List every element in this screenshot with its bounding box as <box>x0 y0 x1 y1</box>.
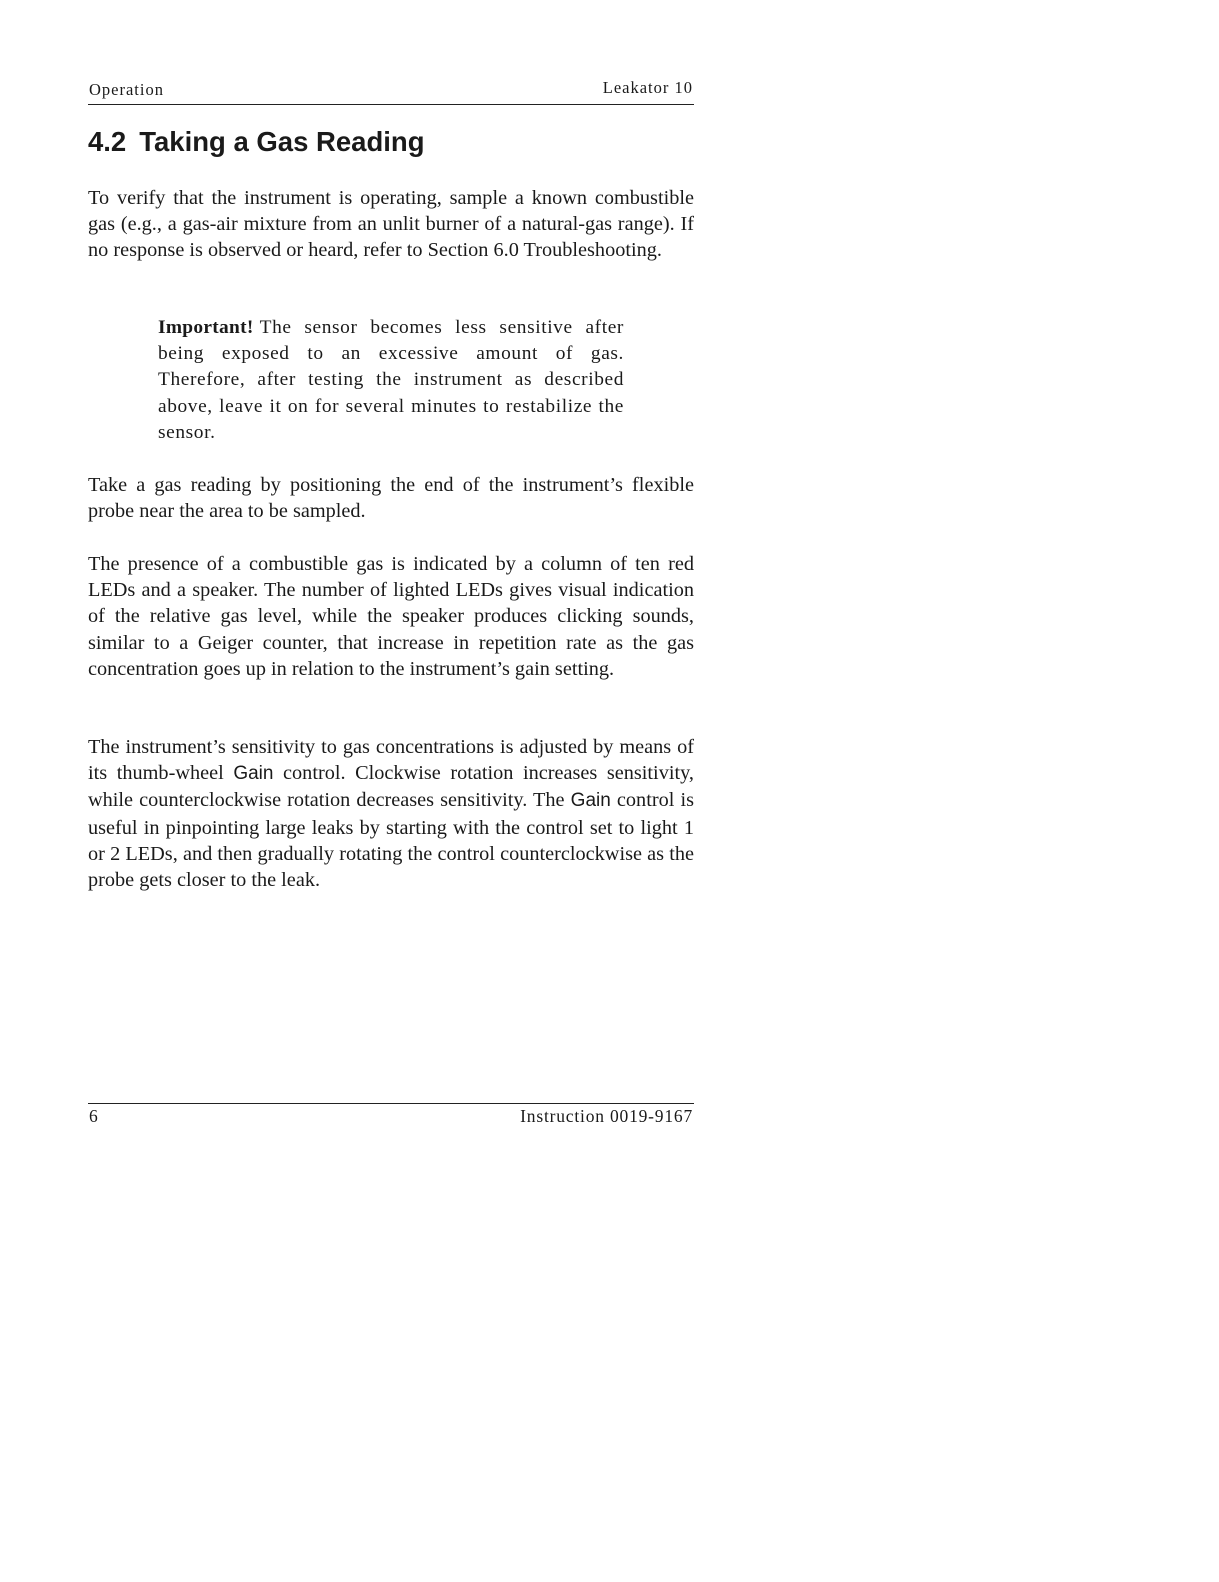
header-section-name: Operation <box>89 80 164 99</box>
note-text: The sensor becomes less sensitive after being exposed to an excessive amount of gas. Therefore, after testing the instrument as described above, leave it on for several minutes to restabilize the sensor. <box>158 317 624 443</box>
running-footer <box>88 1103 694 1126</box>
gain-text-1: The instrument’s sensitivity to gas concentrations is adjusted by means of its thumb-wheel <box>88 736 694 785</box>
sampling-paragraph: Take a gas reading by positioning the end of the instrument’s flexible probe near the area to be sampled. <box>88 474 694 523</box>
running-header <box>88 78 694 105</box>
gain-term-1: Gain <box>233 763 274 785</box>
indication-paragraph: The presence of a combustible gas is indicated by a column of ten red LEDs and a speaker. The number of lighted LEDs gives visual indication of the relative gas level, while the speaker produces clicking sounds, similar to a Geiger counter, that increase in repetition rate as the gas concentration goes up in relation to the instrument’s gain setting. <box>88 553 694 680</box>
gain-term-2: Gain <box>570 790 611 812</box>
gain-text-3: control is useful in pinpointing large leaks by starting with the control set to light 1 or 2 LEDs, and then gradually rotating the control counterclockwise as the probe gets closer to the leak. <box>88 789 694 892</box>
document-page <box>88 0 694 1582</box>
page-number: 6 <box>89 1106 99 1126</box>
important-note <box>158 315 624 446</box>
section-title: Taking a Gas Reading <box>139 126 425 157</box>
document-id: Instruction 0019-9167 <box>520 1106 693 1126</box>
header-product-name: Leakator 10 <box>602 78 693 97</box>
section-number: 4.2 <box>88 126 127 157</box>
section-heading <box>88 126 425 158</box>
note-label: Important! <box>158 317 254 338</box>
intro-paragraph: To verify that the instrument is operating, sample a known combustible gas (e.g., a gas-air mixture from an unlit burner of a natural-gas range). If no response is observed or heard, refer to Section 6.0 Troubleshooting. <box>88 187 694 262</box>
gain-text-2: control. Clockwise rotation increases sensitivity, while counterclockwise rotation decreases sensitivity. The <box>88 762 694 812</box>
gain-paragraph <box>88 734 694 893</box>
